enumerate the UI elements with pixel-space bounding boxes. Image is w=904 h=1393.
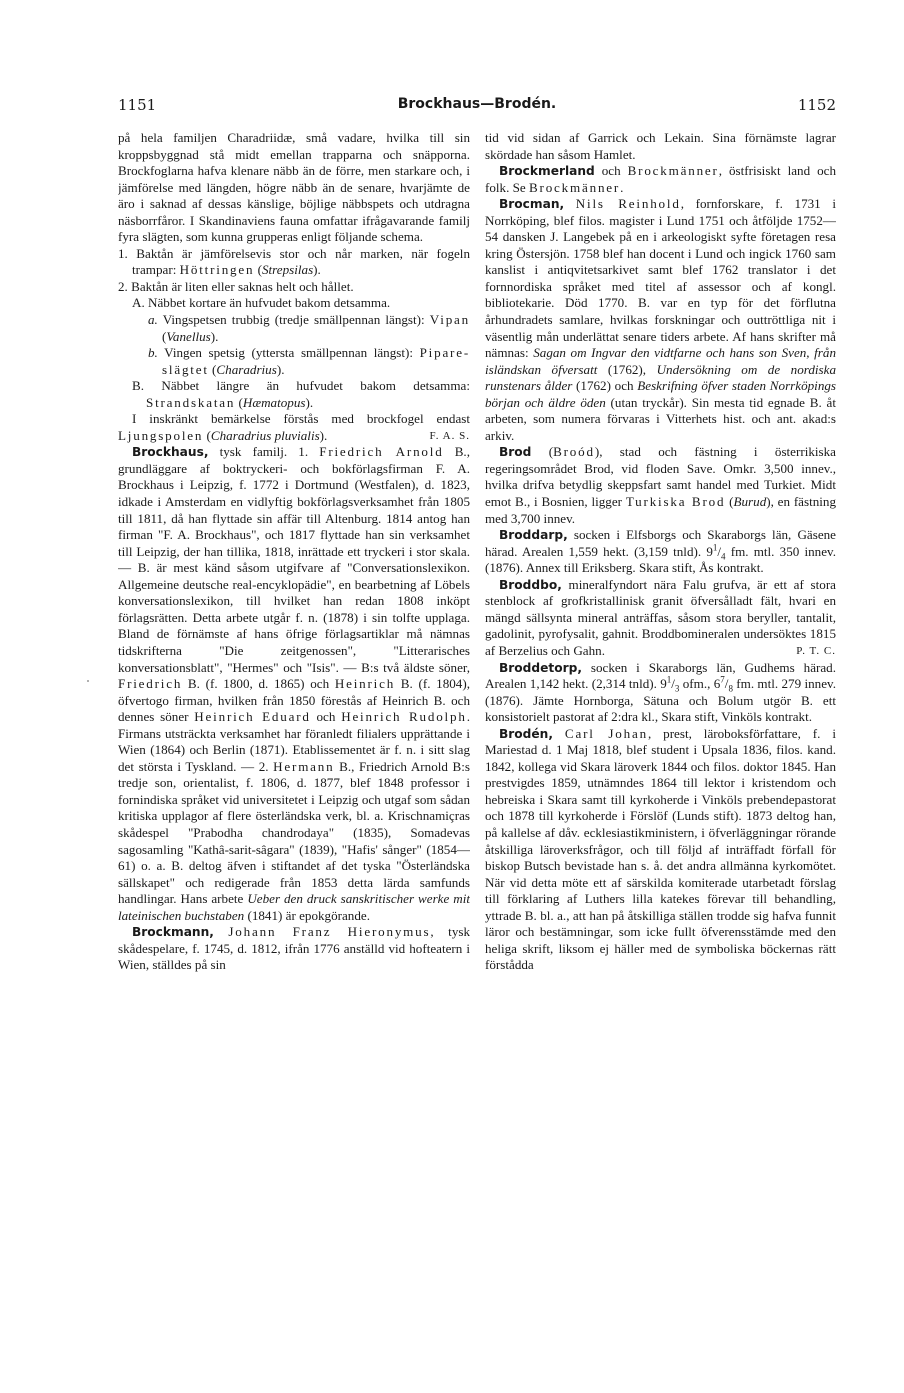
- entry-continuation: tid vid sidan af Garrick och Lekain. Sina förnämste lagrar skördade han såsom Hamlet.: [485, 130, 836, 162]
- headword: Brocman,: [499, 197, 565, 212]
- headword: Brod: [499, 445, 532, 460]
- entry-brocman: Brocman, Nils Reinhold, fornforskare, f. 1731 i Norrköping, blef filos. magister i Lund 1751 och åtföljde 1752—54 dansken J. Langebek på en i arkeologiskt syfte företagen resa kring Östersjön. 1758 blef han docent i Lund och ingick 1760 sam kanslist i antiqvitetsarkivet samt blef 1762 translator i det fornnordiska språket med titel af assessor och af kongl. bibliotekarie. Död 1770. B. var en typ för det förflutna århundradets samlare, hvilkas forskningar och outtröttliga nit i väsentlig mån underlättat senare tiders arbete. Af hans skrifter må nämnas: Sagan om Ingvar den vidtfarne och hans son Sven, från isländskan öfversatt (1762), Undersökning om de nordiska runstenars ålder (1762) och Beskrifning öfver staden Norrköpings början och äldre öden (utan tryckår). Sin mesta tid egnade B. åt arbeten, som numera förvaras i Vitterhets hist. och ant. akad:s arkiv.: [485, 196, 836, 443]
- author-signature: F. A. S.: [429, 429, 470, 442]
- right-column: [485, 130, 836, 1355]
- margin-speck: [87, 680, 89, 682]
- entry-continuation: på hela familjen Charadriidæ, små vadare, hvilka till sin kroppsbyggnad stå midt emellan trapparna och snäpporna. Brockfoglarna hafva klenare näbb än de förre, men starkare och, i jämförelse med längden, högre näbb än de senare, hvarjämte de äro i saknad af dessas känslige, böjlige näbbspets och utdragna näsborrfåror. I Skandinaviens fauna omfattar ifrågavarande familj fyra slägten, som kunna grupperas enligt följande schema.: [118, 130, 470, 245]
- headword: Broddetorp,: [499, 660, 582, 675]
- headword: Brodén,: [499, 726, 553, 741]
- entry-broddbo: Broddbo, mineralfyndort nära Falu grufva, är ett af stora stenblock af grofkristallinisk granit öfversålladt fält, hvari en mängd sällsynta mineral anträffas, såsom stora beryller, tantalit, gadolinit, pyrofysalit, gahnit. Broddbomineralen undersöktes 1815 af Berzelius och Gahn. P. T. C.: [485, 576, 836, 658]
- headword: Broddarp,: [499, 528, 568, 543]
- scheme-item-a: a. Vingspetsen trubbig (tredje smällpennan längst): Vipan (Vanellus).: [148, 312, 470, 344]
- author-signature: P. T. C.: [796, 644, 836, 657]
- scheme-item-1: 1. Baktån är jämförelsevis stor och når marken, när fogeln trampar: Höttringen (Strepsilas).: [118, 245, 470, 278]
- left-column: [118, 130, 470, 1355]
- headword: Broddbo,: [499, 577, 562, 592]
- entry-brod: Brod (Broód), stad och fästning i österrikiska regeringsområdet Brod, vid floden Save. Omkr. 3,500 innev., hvilka drifva betydlig skeppsfart samt handel med Turkiet. Midt emot B., i Bosnien, ligger Turkiska Brod (Burud), en fästning med 3,700 innev.: [485, 444, 836, 526]
- entry-brockhaus: Brockhaus, tysk familj. 1. Friedrich Arnold B., grundläggare af boktryckeri- och bokförlagsfirman F. A. Brockhaus i Leipzig, f. 1772 i Dortmund (Westfalen), d. 1823, idkade i Amsterdam en vidlyftig bokförlagsverksamhet från 1805 till 1811, då han flyttade sin affär till Altenburg. 1814 antog han firman "F. A. Brockhaus", och 1817 flyttade han sin verksamhet till Leipzig, der han tillika, 1818, inrättade ett tryckeri i stor skala. — B. är mest känd såsom utgifvare af "Conversationslexikon. Allgemeine deutsche real-encyklopädie", en bearbetning af Löbels konversationslexikon, till hvilket han redan 1808 inköpt förlagsrätten. Detta arbete utgår f. n. (1878) i sin tolfte upplaga. Bland de förnämste af hans öfrige förlagsartiklar må nämnas tidskrifterna "Die zeitgenossen", "Litterarisches konversationsblatt", "Hermes" och "Isis". — B:s två äldste söner, Friedrich B. (f. 1800, d. 1865) och Heinrich B. (f. 1804), öfvertogo firman, hvilken från 1850 förestås af Heinrich B. och dennes söner Heinrich Eduard och Heinrich Rudolph. Firmans utsträckta verksamhet har föranledt filialers upprättande i Wien (1864) och Berlin (1871). Etablissementet är f. n. i sitt slag det största i Tyskland. — 2. Hermann B., Friedrich Arnold B:s tredje son, orientalist, f. 1806, d. 1877, blef 1848 professor i fornindiska språket vid universitetet i Leipzig och utgaf som sådan kritiska upplagor af flere österländska verk, bl. a. Krischnamiçras skådespel "Prabodha chandrodaya" (1835), Somadevas sagosamling "Kathâ-sarit-sâgara" (1839), "Hafis' sånger" (1854—61) o. a. B. deltog äfven i stiftandet af det tyska "Österländska sällskapet" och redigerade från 1853 detta lärda samfunds handlingar. Hans arbete Ueber den druck sanskritischer werke mit lateinischen buchstaben (1841) är epokgörande.: [118, 444, 470, 923]
- headword: Brockmerland: [499, 164, 595, 179]
- scheme-item-b: b. Vingen spetsig (yttersta smällpennan längst): Pipare-slägtet (Charadrius).: [148, 345, 470, 377]
- scheme-item-B: B. Näbbet längre än hufvudet bakom detsamma: Strandskatan (Hæmatopus).: [132, 378, 470, 410]
- running-head: Brockhaus—Brodén.: [397, 96, 557, 112]
- entry-broden: Brodén, Carl Johan, prest, läroboksförfattare, f. i Mariestad d. 1 Maj 1818, blef student i Upsala 1836, filos. kand. 1842, kollega vid Skara läroverk 1844 och filos. doktor 1845. Han prestvigdes 1859, utnämndes 1864 till lektor i kristendom och hebreiska i Skara samt till kyrkoherde i Vinköls prebendepastorat och 1878 till kyrkoherde i Förslöf (Lunds stift). 1873 deltog han, på kallelse af dåv. ecklesiastikministern, i öfverläggningar rörande åtskilliga läroverksfrågor, och till följd af inträffadt förfall för biskop Butsch bevistade han s. å. det andra allmänna kyrkomötet. När vid detta möte ett af särskilda komiterade utarbetadt förslag till förklaring af Luthers lilla katekes förevar till behandling, yttrade B. bl. a., att han på åtskilliga ställen trodde sig hafva funnit läror och bestämningar, som icke fullt öfverensstämde med den heliga skrift, liksom ej häller med de symboliska böckernas rätt förstådda: [485, 725, 836, 973]
- scheme-item-2: 2. Baktån är liten eller saknas helt och hållet.: [118, 278, 354, 294]
- page-number-right: 1152: [797, 96, 836, 114]
- scheme-item-A: A. Näbbet kortare än hufvudet bakom detsamma.: [132, 295, 391, 311]
- entry-broddarp: Broddarp, socken i Elfsborgs och Skaraborgs län, Gäsene härad. Arealen 1,559 hekt. (3,159 tnld). $9^1/_4$ fm. mtl. 350 innev. (1876). Annex till Eriksberg. Skara stift, Ås kontrakt.: [485, 527, 836, 576]
- page-header: [118, 96, 836, 118]
- entry-broddetorp: Broddetorp, socken i Skaraborgs län, Gudhems härad. Arealen 1,142 hekt. (2,314 tnld). $9^1/_3$ ofm., $6^7/_8$ fm. mtl. 279 innev. (1876). Jämte Hornborga, Sätuna och Bolum utgör B. ett konsistorielt pastorat af 2:dra kl., Skara stift, Vinköls kontrakt.: [485, 659, 836, 725]
- entry-brockmerland: Brockmerland och Brockmänner, östfrisiskt land och folk. Se Brockmänner.: [485, 163, 836, 195]
- page-number-left: 1151: [118, 96, 157, 114]
- headword: Brockmann,: [132, 925, 214, 940]
- paragraph-restricted-sense: I inskränkt bemärkelse förstås med brockfogel endast Ljungspolen (Charadrius pluvialis). F. A. S.: [118, 411, 470, 443]
- headword: Brockhaus,: [132, 445, 209, 460]
- entry-brockmann: Brockmann, Johann Franz Hieronymus, tysk skådespelare, f. 1745, d. 1812, ifrån 1776 anställd vid hofteatern i Wien, ställdes på sin: [118, 924, 470, 973]
